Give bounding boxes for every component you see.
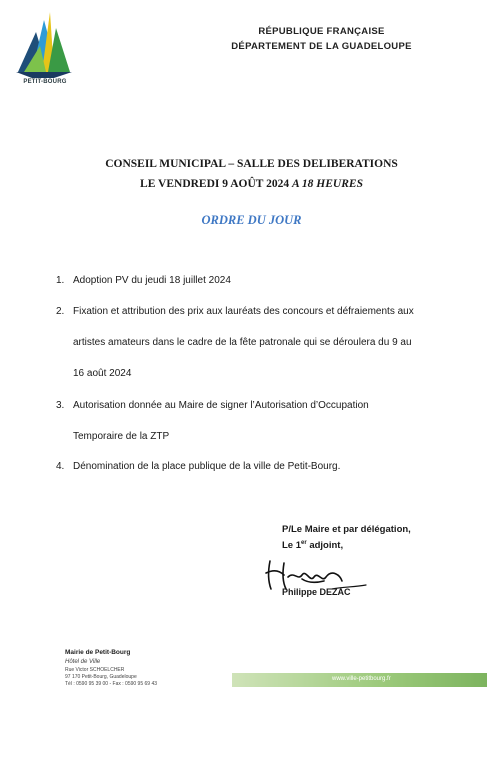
agenda-item-line: artistes amateurs dans le cadre de la fête patronale qui se déroulera du 9 au [73, 337, 412, 348]
agenda-item-line: Adoption PV du jeudi 18 juillet 2024 [73, 275, 231, 286]
footer-org: Mairie de Petit-Bourg [65, 649, 131, 656]
republic-heading: RÉPUBLIQUE FRANÇAISE [258, 26, 385, 37]
footer-phone: Tél : 0590 95 39 00 - Fax : 0590 95 69 43 [65, 681, 158, 687]
agenda-item-line: Temporaire de la ZTP [73, 431, 170, 442]
footer-street: Rue Victor SCHOELCHER [65, 667, 125, 673]
agenda-item-2 [56, 296, 461, 389]
meeting-time-text: A 18 HEURES [292, 178, 363, 190]
agenda-item-number: 3. [56, 400, 65, 411]
signature-role-pre: Le 1 [282, 540, 302, 552]
footer-city: 97 170 Petit-Bourg, Guadeloupe [65, 674, 137, 680]
agenda-item-line: Fixation et attribution des prix aux lauréats des concours et défraiements aux [73, 306, 414, 317]
agenda-item-number: 1. [56, 275, 65, 286]
meeting-date-text: LE VENDREDI 9 AOÛT 2024 [140, 178, 290, 190]
signature-role [282, 540, 343, 551]
agenda-item-number: 2. [56, 306, 65, 317]
department-heading: DÉPARTEMENT DE LA GUADELOUPE [231, 41, 412, 52]
agenda-item-line: Autorisation donnée au Maire de signer l’Autorisation d’Occupation [73, 400, 369, 411]
signature-role-sup: er [301, 540, 307, 546]
agenda-item-1 [56, 265, 461, 296]
agenda-item-4 [56, 451, 461, 482]
footer-url[interactable]: www.ville-petitbourg.fr [332, 676, 391, 682]
agenda-item-3 [56, 390, 461, 452]
logo-label: PETIT-BOURG [23, 79, 67, 85]
signature-role-post: adjoint, [306, 540, 344, 552]
agenda-item-line: Dénomination de la place publique de la ville de Petit-Bourg. [73, 461, 341, 472]
agenda-item-number: 4. [56, 461, 65, 472]
meeting-title: CONSEIL MUNICIPAL – SALLE DES DELIBERATIONS [105, 158, 398, 170]
footer-building: Hôtel de Ville [65, 659, 101, 665]
meeting-date [0, 178, 493, 190]
agenda-title: ORDRE DU JOUR [201, 213, 302, 227]
agenda-item-line: 16 août 2024 [73, 368, 132, 379]
signature-delegation: P/Le Maire et par délégation, [282, 524, 411, 535]
signatory-name: Philippe DEZAC [282, 587, 351, 597]
